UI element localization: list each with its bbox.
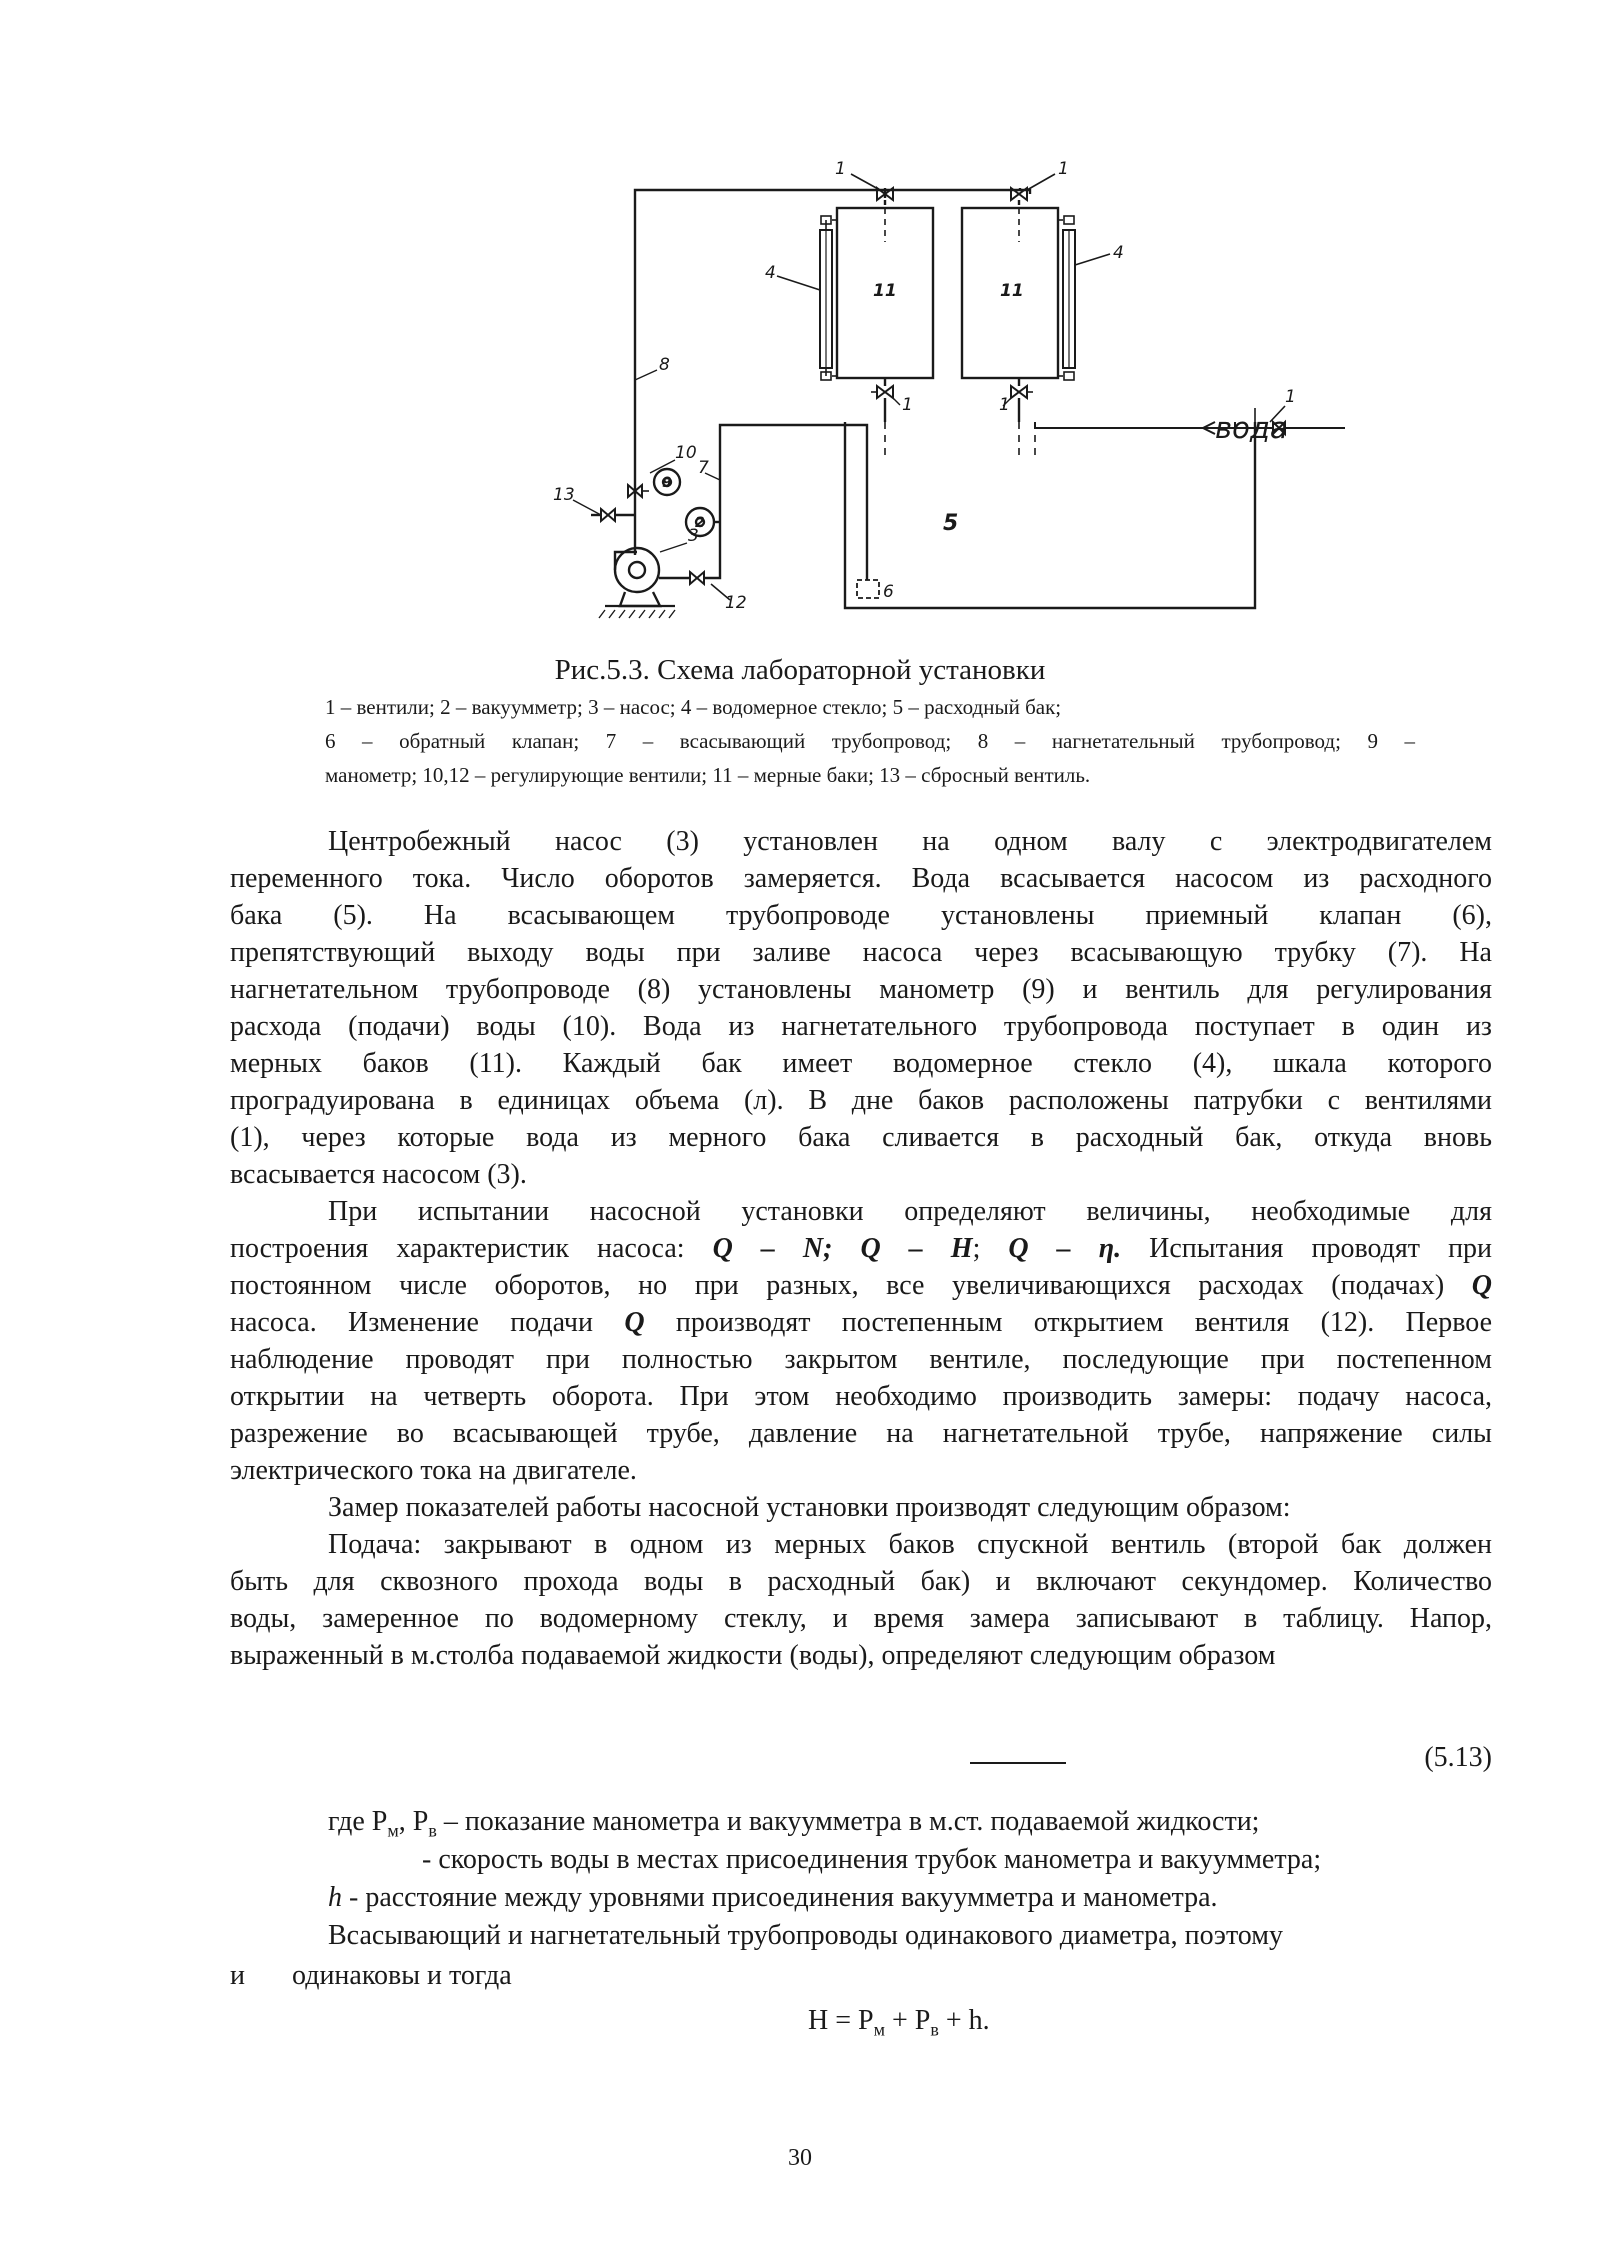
bottom-valve-left bbox=[871, 378, 893, 422]
label-4-left: 4 bbox=[765, 263, 776, 283]
label-10: 10 bbox=[675, 443, 697, 463]
where-line-height bbox=[328, 1882, 1218, 1914]
text-fragment: постоянном числе оборотов, но при разных, все увеличивающихся расходах (подачах) bbox=[230, 1270, 1445, 1301]
text-line: препятствующий выходу воды при заливе насоса через всасывающую трубку (7). На bbox=[230, 937, 1492, 968]
valve-13 bbox=[601, 509, 615, 521]
formula-number: (5.13) bbox=[1424, 1742, 1492, 1773]
text-line: нагнетательном трубопроводе (8) установлены манометр (9) и вентиль для регулирования bbox=[230, 974, 1492, 1005]
head-formula bbox=[808, 2005, 990, 2041]
text-line: мерных баков (11). Каждый бак имеет водомерное стекло (4), шкала которого bbox=[230, 1048, 1492, 1079]
text-fragment: - расстояние между уровнями присоединения вакуумметра и манометра. bbox=[342, 1882, 1218, 1913]
label-1-supply: 1 bbox=[1285, 387, 1296, 407]
text-line: Замер показателей работы насосной установки производят следующим образом: bbox=[328, 1492, 1291, 1523]
legend-line: манометр; 10,12 – регулирующие вентили; 11 – мерные баки; 13 – сбросный вентиль. bbox=[325, 763, 1091, 787]
text-line: Центробежный насос (3) установлен на одном валу с электродвигателем bbox=[328, 826, 1492, 857]
text-fragment: где Р bbox=[328, 1806, 388, 1837]
text-line: быть для сквозного прохода воды в расходный бак) и включают секундомер. Количество bbox=[230, 1566, 1492, 1597]
text-line: расхода (подачи) воды (10). Вода из нагнетательного трубопровода поступает в один из bbox=[230, 1011, 1492, 1042]
paragraph-testing bbox=[230, 1193, 1492, 1489]
text-line: (1), через которые вода из мерного бака сливается в расходный бак, откуда вновь bbox=[230, 1122, 1492, 1153]
text-fragment: построения характеристик насоса: bbox=[230, 1233, 685, 1264]
label-1-bottom-left: 1 bbox=[902, 395, 913, 415]
paragraph-pump-description bbox=[230, 823, 1492, 1193]
text-fragment: – показание манометра и вакуумметра в м.ст. подаваемой жидкости; bbox=[436, 1806, 1260, 1837]
formula-5-13 bbox=[230, 1740, 1492, 1780]
figure-caption: Рис.5.3. Схема лабораторной установки bbox=[554, 654, 1046, 686]
check-valve-6 bbox=[857, 580, 879, 598]
text-pipes-same-diameter: Всасывающий и нагнетательный трубопроводы одинакового диаметра, поэтому bbox=[328, 1920, 1283, 1951]
label-5: 5 bbox=[943, 511, 959, 536]
text-line: открытии на четверть оборота. При этом необходимо производить замеры: подачу насоса, bbox=[230, 1381, 1492, 1412]
label-2: 2 bbox=[695, 515, 705, 531]
text-equal-then: одинаковы и тогда bbox=[292, 1960, 512, 1991]
symbol-q: Q bbox=[1471, 1270, 1492, 1301]
text-line: При испытании насосной установки определяют величины, необходимые для bbox=[328, 1196, 1492, 1227]
formula-q-n: Q – N; bbox=[712, 1233, 833, 1264]
symbol-q: Q bbox=[624, 1307, 645, 1338]
label-1-bottom-right: 1 bbox=[999, 395, 1010, 415]
label-4-right: 4 bbox=[1113, 243, 1124, 263]
text-line bbox=[230, 1267, 1492, 1304]
separator: ; bbox=[972, 1233, 981, 1264]
text-line bbox=[230, 1230, 1492, 1267]
text-line: всасывается насосом (3). bbox=[230, 1159, 527, 1190]
label-1-top-right: 1 bbox=[1058, 160, 1069, 179]
symbol-h: h bbox=[328, 1882, 342, 1913]
text-line: воды, замеренное по водомерному стеклу, и время замера записывают в таблицу. Напор, bbox=[230, 1603, 1492, 1634]
page-number: 30 bbox=[788, 2145, 812, 2171]
label-6: 6 bbox=[883, 582, 894, 602]
where-line-velocity: - скорость воды в местах присоединения трубок манометра и вакуумметра; bbox=[422, 1844, 1322, 1875]
gauge-glass-4-left bbox=[820, 216, 837, 380]
lab-setup-diagram bbox=[515, 160, 1345, 635]
subscript-v: в bbox=[428, 1820, 437, 1841]
text-and: и bbox=[230, 1960, 245, 1991]
label-water: вода bbox=[1215, 411, 1288, 445]
fraction-bar bbox=[970, 1762, 1066, 1764]
label-7: 7 bbox=[698, 458, 709, 478]
label-1-top-left: 1 bbox=[835, 160, 846, 179]
valve-12 bbox=[690, 572, 704, 584]
subscript-m: м bbox=[873, 2019, 885, 2040]
text-line bbox=[230, 1304, 1492, 1341]
legend-line: 1 – вентили; 2 – вакуумметр; 3 – насос; 4 – водомерное стекло; 5 – расходный бак; bbox=[325, 695, 1062, 719]
pump-3 bbox=[599, 548, 675, 618]
subscript-v: в bbox=[930, 2019, 939, 2040]
text-fragment: + h. bbox=[938, 2005, 990, 2036]
text-line: бака (5). На всасывающем трубопроводе установлены приемный клапан (6), bbox=[230, 900, 1492, 931]
body-text bbox=[230, 823, 1492, 1674]
label-11-left: 11 bbox=[873, 281, 897, 301]
legend-line: 6 – обратный клапан; 7 – всасывающий трубопровод; 8 – нагнетательный трубопровод; 9 – bbox=[325, 729, 1415, 753]
text-fragment: производят постепенным открытием вентиля (12). Первое bbox=[675, 1307, 1492, 1338]
paragraph-measurement-intro bbox=[230, 1489, 1492, 1526]
label-3: 3 bbox=[688, 526, 699, 546]
text-line: разрежение во всасывающей трубе, давление на нагнетательной трубе, напряжение силы bbox=[230, 1418, 1492, 1449]
label-9: 9 bbox=[662, 475, 672, 491]
text-fragment: + Р bbox=[884, 2005, 931, 2036]
text-fragment: Испытания проводят при bbox=[1149, 1233, 1493, 1264]
label-13: 13 bbox=[553, 485, 575, 505]
text-fragment: , Р bbox=[398, 1806, 429, 1837]
text-line: наблюдение проводят при полностью закрытом вентиле, последующие при постепенном bbox=[230, 1344, 1492, 1375]
formula-q-h: Q – H bbox=[860, 1233, 973, 1264]
valve-10 bbox=[628, 485, 649, 497]
figure-legend bbox=[325, 690, 1415, 792]
text-line: Подача: закрывают в одном из мерных баков спускной вентиль (второй бак должен bbox=[328, 1529, 1492, 1560]
text-line: электрического тока на двигателе. bbox=[230, 1455, 637, 1486]
label-11-right: 11 bbox=[1000, 281, 1024, 301]
text-line: переменного тока. Число оборотов замеряется. Вода всасывается насосом из расходного bbox=[230, 863, 1492, 894]
text-line: выраженный в м.столба подаваемой жидкости (воды), определяют следующим образом bbox=[230, 1640, 1276, 1671]
supply-tank-5 bbox=[845, 422, 1255, 608]
where-line-pressures bbox=[328, 1806, 1259, 1842]
subscript-m: м bbox=[387, 1820, 399, 1841]
bottom-valve-right bbox=[1011, 378, 1033, 422]
text-fragment: H = Р bbox=[808, 2005, 874, 2036]
formula-q-eta: Q – η. bbox=[1008, 1233, 1122, 1264]
text-line: проградуирована в единицах объема (л). В дне баков расположены патрубки с вентилями bbox=[230, 1085, 1492, 1116]
label-8: 8 bbox=[659, 355, 670, 375]
text-fragment: насоса. Изменение подачи bbox=[230, 1307, 593, 1338]
gauge-glass-4-right bbox=[1058, 216, 1075, 380]
label-12: 12 bbox=[725, 593, 747, 613]
paragraph-flow-measurement bbox=[230, 1526, 1492, 1674]
